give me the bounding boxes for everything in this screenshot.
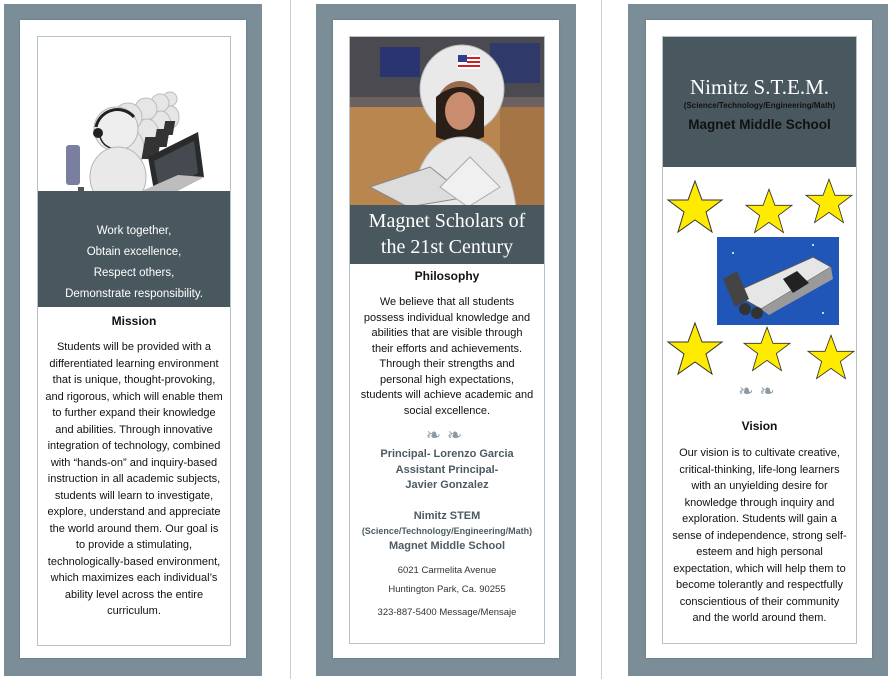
star-icon xyxy=(806,179,852,222)
vision-text: Our vision is to cultivate creative, critical-thinking, life-long learners with an unyielding desire for knowledge through inquiry and exploration. Students will gain a sense of independence, strong self-esteem and high personal expectation, which will help them to become tolerantly and respectfully conscientious of their community and the world around them. xyxy=(672,447,847,624)
school-title-banner xyxy=(663,37,856,167)
star-icon xyxy=(668,181,722,232)
value-line: Obtain excellence, xyxy=(86,246,182,258)
principal-name: Principal- Lorenzo Garcia xyxy=(380,448,514,460)
address-block xyxy=(350,561,544,622)
philosophy-heading: Philosophy xyxy=(414,269,480,283)
star-icon xyxy=(808,335,854,378)
value-line: Demonstrate responsibility. xyxy=(65,288,203,300)
vision-heading: Vision xyxy=(741,419,778,433)
column-divider xyxy=(601,0,602,679)
scholars-banner xyxy=(350,205,544,264)
school-block xyxy=(350,509,544,554)
philosophy-text: We believe that all students possess individual knowledge and abilities that are visible through their efforts and achievements. Through their strengths and personal high expectations, students will achieve academic and social excellence. xyxy=(360,296,534,417)
panel-3-card xyxy=(662,36,857,644)
school-name: Nimitz STEM xyxy=(413,510,481,522)
staff-block xyxy=(350,447,544,493)
star-icon xyxy=(744,327,790,370)
star-icon xyxy=(668,323,722,374)
mission-text: Students will be provided with a differentiated learning environment that is unique, thought-provoking, and rigorous, which will enable them to further expand their knowledge and abilities. Through innovative integration of technology, combined with “hands-on” and inquiry-based instruction in all academic subjects, students will learn to investigate, explore, understand and appreciate the world around them. Our goal is to provide a stimulating, technologically-based environment, which maximizes each individual’s ability level across the entire curriculum. xyxy=(45,341,223,617)
school-title: Nimitz S.T.E.M. xyxy=(689,75,830,99)
stars-and-shuttle-illustration xyxy=(663,175,856,385)
assistant-principal-title: Assistant Principal- xyxy=(395,463,499,476)
value-line: Work together, xyxy=(96,225,172,237)
space-shuttle-icon xyxy=(717,237,839,325)
star-icon xyxy=(746,189,792,232)
school-subtitle: (Science/Technology/Engineering/Math) xyxy=(361,526,533,536)
assistant-principal-name: Javier Gonzalez xyxy=(405,479,489,491)
student-photo xyxy=(350,37,544,207)
column-divider xyxy=(290,0,291,679)
phone-number: 323-887-5400 Message/Mensaje xyxy=(377,607,517,618)
address-line: Huntington Park, Ca. 90255 xyxy=(388,584,506,595)
swirl-ornament-icon: ❧❧ xyxy=(425,425,469,445)
panel-2-card xyxy=(349,36,545,644)
values-banner xyxy=(38,191,230,307)
swirl-ornament-icon: ❧❧ xyxy=(738,381,781,401)
banner-line: the 21st Century xyxy=(380,236,514,258)
banner-line: Magnet Scholars of xyxy=(368,210,526,232)
school-title-type: Magnet Middle School xyxy=(688,117,831,132)
address-line: 6021 Carmelita Avenue xyxy=(397,565,497,576)
mission-heading: Mission xyxy=(111,314,157,328)
value-line: Respect others, xyxy=(93,267,175,279)
school-title-subtitle: (Science/Technology/Engineering/Math) xyxy=(683,101,836,110)
panel-1-card xyxy=(37,36,231,646)
school-type: Magnet Middle School xyxy=(388,540,506,552)
